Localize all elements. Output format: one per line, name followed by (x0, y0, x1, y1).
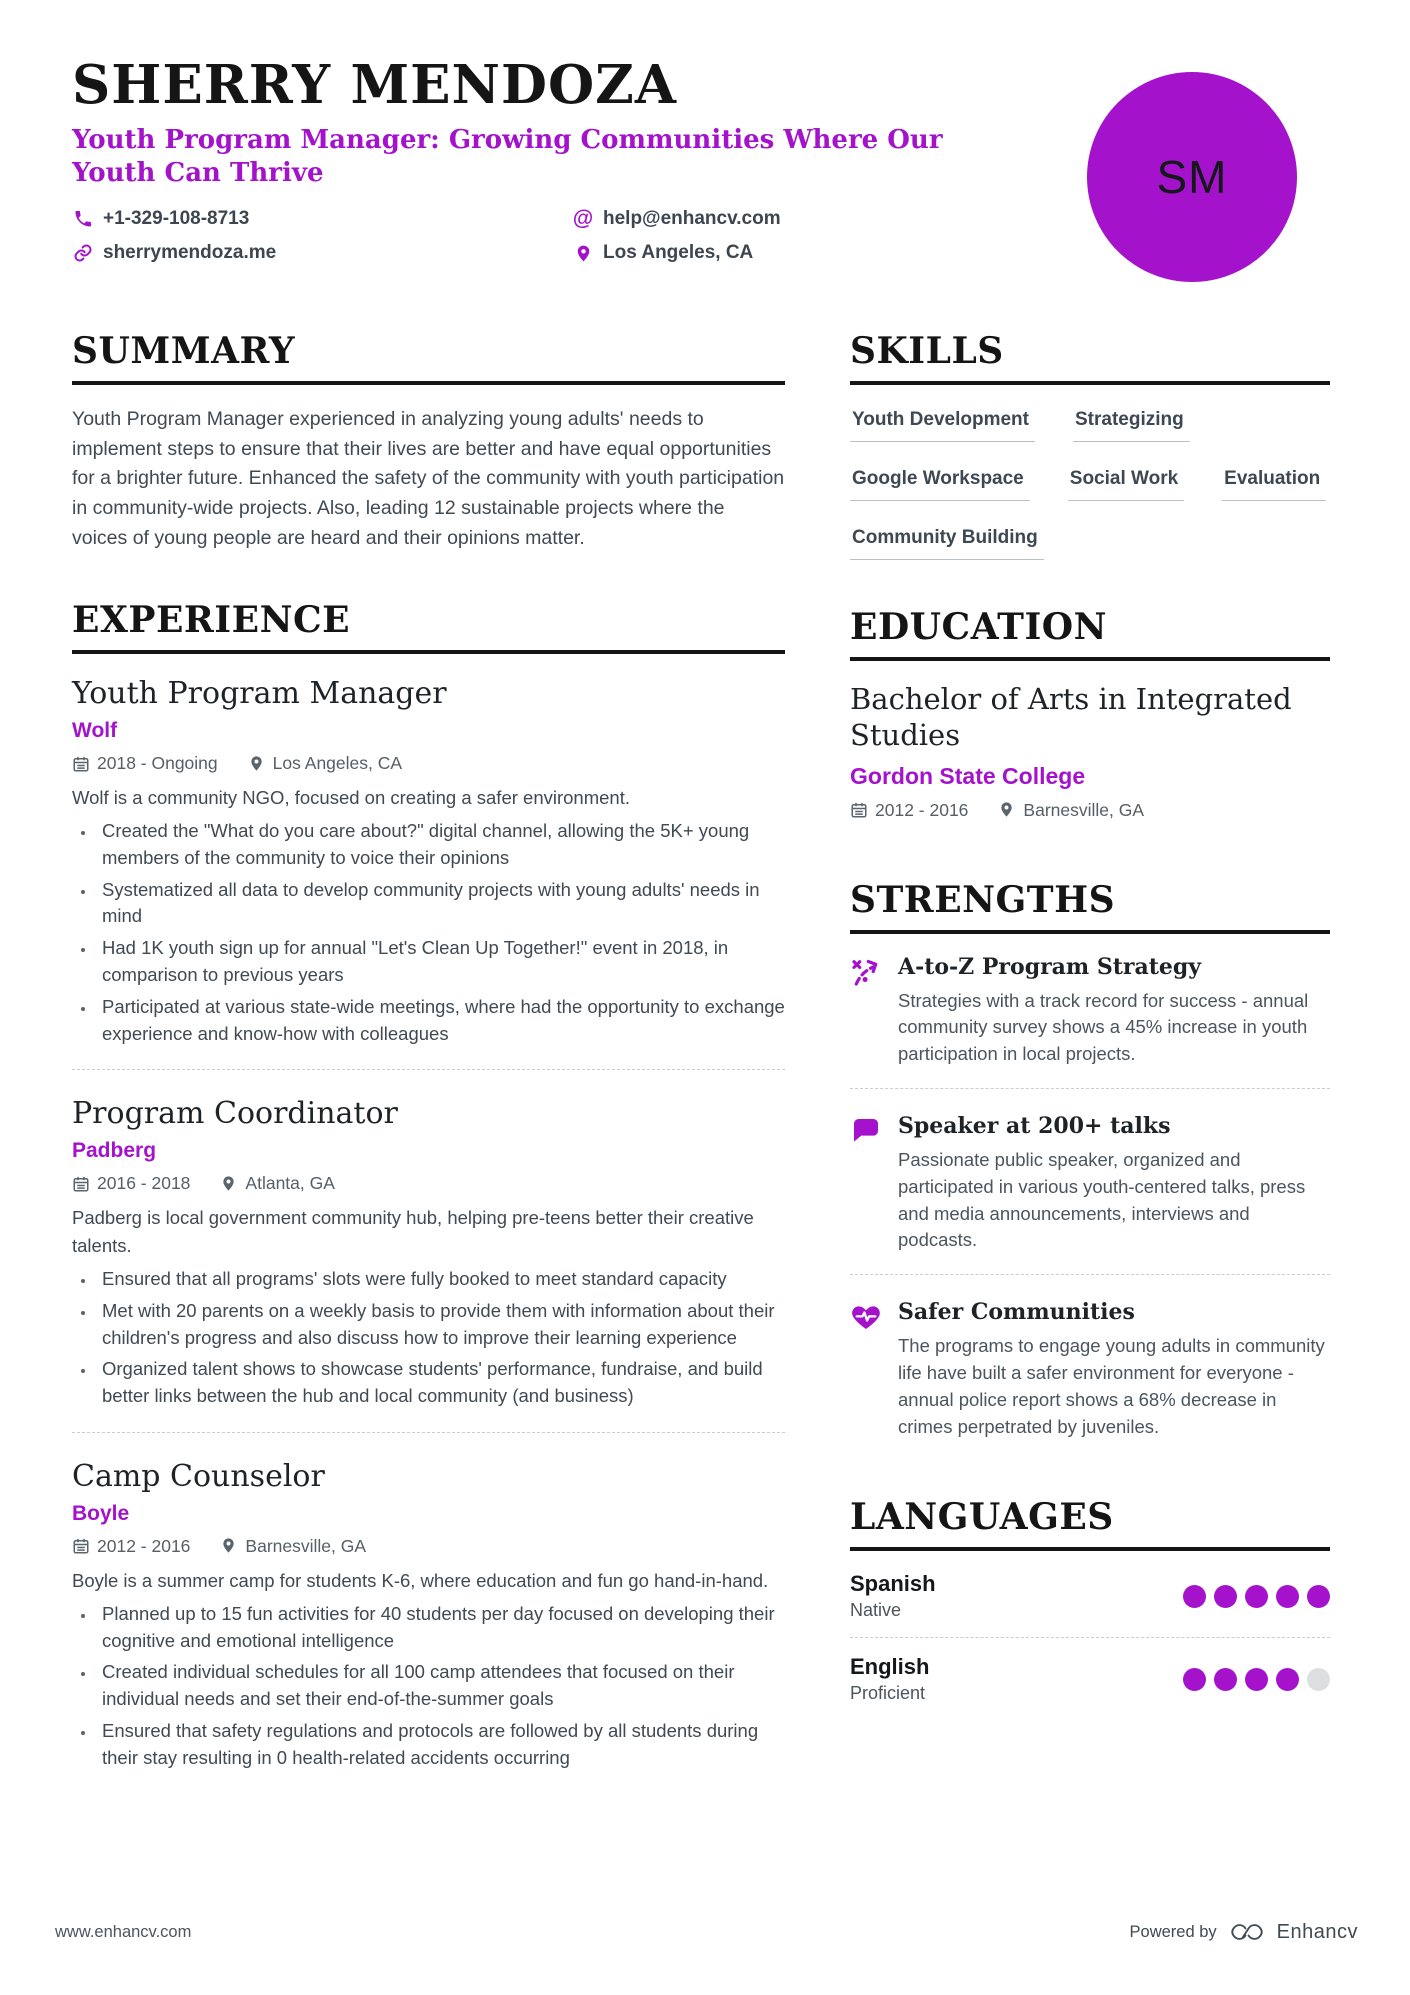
strength-title: A-to-Z Program Strategy (898, 953, 1202, 980)
job-location (220, 1173, 335, 1194)
job-description: Wolf is a community NGO, focused on creating a safer environment. (72, 787, 630, 809)
language-labels (850, 1654, 929, 1704)
enhancv-logo-icon (1227, 1919, 1267, 1945)
language-item (850, 1571, 1330, 1621)
language-level-dot (1307, 1585, 1330, 1608)
strategy-icon (850, 956, 882, 988)
language-level-dot (1245, 1668, 1268, 1691)
job-description: Padberg is local government community hub, helping pre-teens better their creative talents. (72, 1207, 754, 1257)
strength-body (898, 1113, 1330, 1254)
language-level-dot (1214, 1585, 1237, 1608)
job-company: Wolf (72, 719, 118, 743)
job-bullet: • Ensured that safety regulations and protocols are followed by all students during their stay resulting in 0 health-related accidents occurring (96, 1718, 785, 1772)
education-location-text: Barnesville, GA (1023, 799, 1145, 820)
language-level: Proficient (850, 1683, 926, 1704)
job-title: Program Coordinator (72, 1096, 398, 1132)
calendar-icon (850, 801, 868, 819)
job-dates-text: 2012 - 2016 (97, 1535, 191, 1556)
languages-section (850, 1496, 1330, 1704)
calendar-icon (72, 755, 90, 773)
job-location (248, 753, 402, 774)
job-bullet: • Participated at various state-wide meetings, where had the opportunity to exchange experience and know-how with colleagues (96, 994, 785, 1048)
degree-title: Bachelor of Arts in Integrated Studies (850, 682, 1292, 753)
language-level: Native (850, 1600, 902, 1621)
job-bullet: • Planned up to 15 fun activities for 40 students per day focused on developing their cognitive and emotional intelligence (96, 1601, 785, 1655)
job-bullet: • Organized talent shows to showcase students' performance, fundraise, and build better links between the hub and local community (and business) (96, 1356, 785, 1410)
strength-item (850, 1274, 1330, 1440)
language-level-dot (1276, 1585, 1299, 1608)
strength-body (898, 954, 1330, 1068)
job-dates (72, 1536, 190, 1557)
contact-location (572, 242, 1082, 264)
job-title: Camp Counselor (72, 1458, 325, 1494)
right-column (850, 330, 1330, 1818)
footer-site-link[interactable]: www.enhancv.com (55, 1922, 192, 1941)
job-location-text: Atlanta, GA (245, 1173, 335, 1194)
location-pin-icon (248, 755, 266, 773)
skill-item: Evaluation (1222, 468, 1326, 501)
education-dates (850, 800, 968, 821)
location-pin-icon (220, 1537, 238, 1555)
job-bullet: • Ensured that all programs' slots were fully booked to meet standard capacity (96, 1266, 785, 1293)
resume-header (72, 54, 1330, 282)
contact-phone-text: +1-329-108-8713 (103, 208, 250, 230)
strength-title: Safer Communities (898, 1299, 1135, 1326)
avatar-initials: SM (1156, 151, 1228, 203)
job-company: Padberg (72, 1139, 157, 1163)
link-icon (72, 242, 94, 264)
job-bullet-list (72, 1601, 785, 1772)
phone-icon (72, 208, 94, 230)
job-bullet: • Created the "What do you care about?" digital channel, allowing the 5K+ young members of the community to voice their opinions (96, 818, 785, 872)
job-meta-row (72, 1173, 785, 1194)
skill-item: Social Work (1068, 468, 1184, 501)
language-name: Spanish (850, 1571, 936, 1597)
powered-by (1130, 1919, 1358, 1945)
language-level-dots (1183, 1668, 1330, 1691)
school-name: Gordon State College (850, 762, 1086, 789)
job-dates-text: 2018 - Ongoing (97, 753, 218, 774)
summary-section (72, 330, 785, 553)
language-item (850, 1637, 1330, 1704)
job-location-text: Barnesville, GA (245, 1535, 367, 1556)
language-level-dot (1307, 1668, 1330, 1691)
language-labels (850, 1571, 936, 1621)
left-column (72, 330, 785, 1818)
job-bullet-list (72, 1266, 785, 1410)
job-title: Youth Program Manager (72, 676, 447, 712)
strength-item (850, 954, 1330, 1068)
languages-heading: LANGUAGES (850, 1496, 1330, 1551)
strength-text: Passionate public speaker, organized and participated in various youth-centered talks, press and media announcements, interviews and podcasts. (898, 1148, 1306, 1251)
skill-item: Youth Development (850, 409, 1035, 442)
education-dates-text: 2012 - 2016 (875, 799, 969, 820)
heartbeat-icon (850, 1301, 882, 1333)
contact-list (72, 208, 1082, 264)
powered-by-label: Powered by (1129, 1922, 1217, 1941)
calendar-icon (72, 1537, 90, 1555)
skill-item: Strategizing (1073, 409, 1190, 442)
location-icon (572, 242, 594, 264)
location-pin-icon (998, 801, 1016, 819)
contact-phone (72, 208, 572, 230)
job-location (220, 1536, 366, 1557)
calendar-icon (72, 1175, 90, 1193)
skill-item: Community Building (850, 527, 1044, 560)
job-dates (72, 1173, 190, 1194)
experience-section (72, 599, 785, 1771)
enhancv-brand-text: Enhancv (1276, 1920, 1358, 1943)
page-footer (55, 1919, 1358, 1945)
strength-text: Strategies with a track record for success - annual community survey shows a 45% increase in youth participation in local projects. (898, 989, 1309, 1065)
job-bullet-list (72, 818, 785, 1048)
contact-email[interactable] (572, 208, 1082, 230)
job-meta-row (72, 753, 785, 774)
contact-location-text: Los Angeles, CA (603, 242, 754, 264)
location-pin-icon (220, 1175, 238, 1193)
language-level-dot (1276, 1668, 1299, 1691)
job-location-text: Los Angeles, CA (272, 753, 403, 774)
job-meta-row (72, 1536, 785, 1557)
education-location (998, 800, 1144, 821)
job-bullet: • Had 1K youth sign up for annual "Let's Clean Up Together!" event in 2018, in comparison to previous years (96, 935, 785, 989)
skills-list (850, 405, 1330, 560)
experience-heading: EXPERIENCE (72, 599, 785, 654)
language-level-dots (1183, 1585, 1330, 1608)
experience-entry (72, 674, 785, 1047)
job-company: Boyle (72, 1501, 130, 1525)
language-level-dot (1183, 1585, 1206, 1608)
avatar (1087, 72, 1297, 282)
strength-title: Speaker at 200+ talks (898, 1112, 1171, 1139)
person-name: SHERRY MENDOZA (72, 54, 677, 116)
contact-website[interactable] (72, 242, 572, 264)
contact-email-text[interactable]: help@enhancv.com (603, 208, 781, 230)
strength-body (898, 1299, 1330, 1440)
strength-item (850, 1088, 1330, 1254)
job-bullet: • Created individual schedules for all 100 camp attendees that focused on their individual needs and set their end-of-the-summer goals (96, 1659, 785, 1713)
experience-entry (72, 1432, 785, 1772)
education-heading: EDUCATION (850, 606, 1330, 661)
header-left (72, 54, 1082, 264)
job-dates (72, 753, 218, 774)
speech-bubble-icon (850, 1115, 882, 1147)
language-level-dot (1183, 1668, 1206, 1691)
skills-heading: SKILLS (850, 330, 1330, 385)
at-icon: @ (572, 207, 594, 231)
education-meta-row (850, 800, 1330, 821)
job-dates-text: 2016 - 2018 (97, 1173, 191, 1194)
skill-item: Google Workspace (850, 468, 1030, 501)
language-level-dot (1245, 1585, 1268, 1608)
summary-heading: SUMMARY (72, 330, 785, 385)
job-description: Boyle is a summer camp for students K-6, where education and fun go hand-in-hand. (72, 1569, 769, 1591)
language-name: English (850, 1654, 930, 1680)
education-section (850, 606, 1330, 821)
contact-website-text[interactable]: sherrymendoza.me (103, 242, 277, 264)
strengths-heading: STRENGTHS (850, 879, 1330, 934)
summary-text: Youth Program Manager experienced in analyzing young adults' needs to implement steps to ensure that their lives are better and have equal opportunities for a brighter future. Enhanced the safety of the community with youth participation in community-wide projects. Also, leading 12 sustainable projects where the voices of young people are heard and their opinions matter. (72, 408, 785, 549)
language-level-dot (1214, 1668, 1237, 1691)
experience-entry (72, 1069, 785, 1410)
resume-body (72, 330, 1330, 1818)
person-headline: Youth Program Manager: Growing Communities Where Our Youth Can Thrive (72, 124, 943, 188)
job-bullet: • Systematized all data to develop community projects with young adults' needs in mind (96, 877, 785, 931)
skills-section (850, 330, 1330, 560)
job-bullet: • Met with 20 parents on a weekly basis to provide them with information about their children's progress and also discuss how to improve their learning experience (96, 1298, 785, 1352)
strengths-section (850, 879, 1330, 1441)
strength-text: The programs to engage young adults in community life have built a safer environment for everyone - annual police report shows a 68% decrease in crimes perpetrated by juveniles. (898, 1335, 1325, 1437)
